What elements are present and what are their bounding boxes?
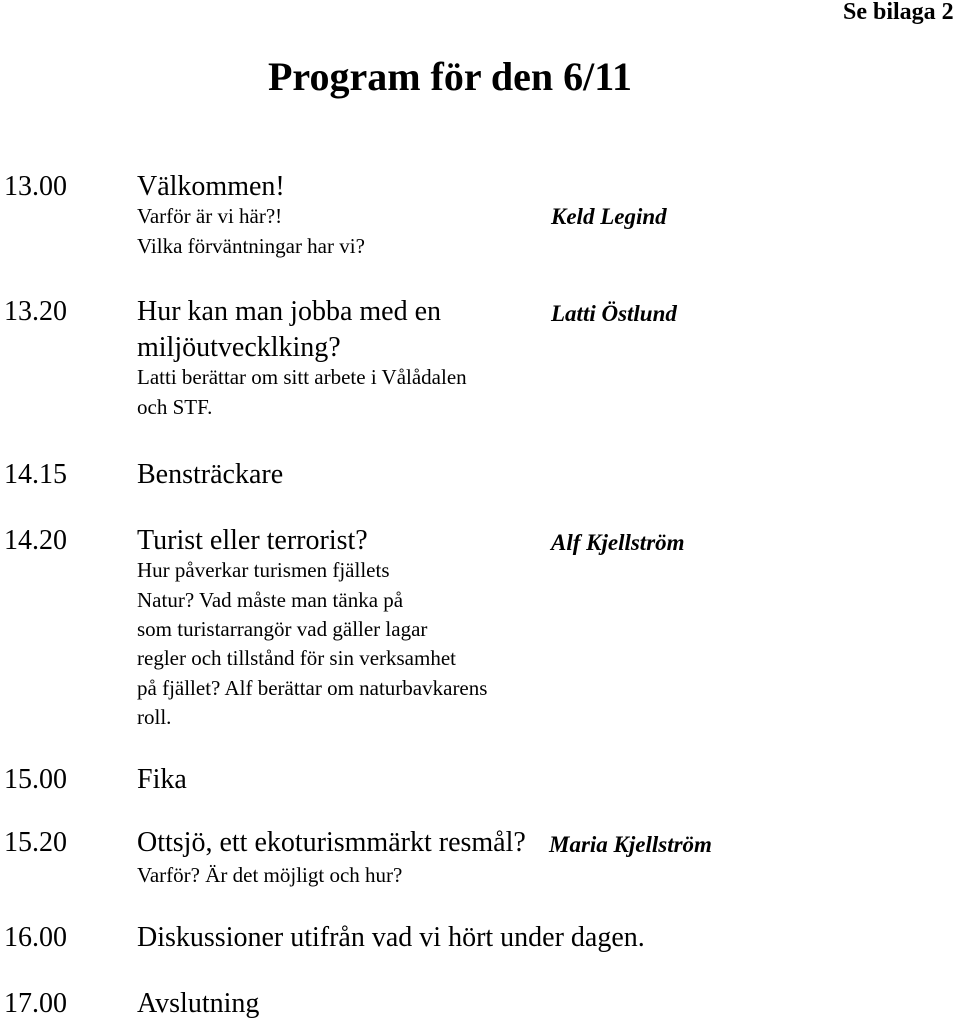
item-title: Hur kan man jobba med en xyxy=(137,296,442,327)
item-title: Välkommen! xyxy=(137,171,285,202)
item-detail: regler och tillstånd för sin verksamhet xyxy=(137,646,456,670)
item-time: 17.00 xyxy=(4,988,67,1019)
item-time: 13.00 xyxy=(4,171,67,202)
item-detail: som turistarrangör vad gäller lagar xyxy=(137,617,428,641)
item-detail: Varför är vi här?! xyxy=(137,204,283,228)
item-speaker: Maria Kjellström xyxy=(549,832,712,857)
item-time: 15.20 xyxy=(4,827,67,858)
item-detail: Vilka förväntningar har vi? xyxy=(137,234,365,258)
item-time: 14.15 xyxy=(4,459,67,490)
item-title: Bensträckare xyxy=(137,459,284,490)
item-detail: Natur? Vad måste man tänka på xyxy=(137,588,404,612)
item-detail: Hur påverkar turismen fjällets xyxy=(137,558,390,582)
item-title: Turist eller terrorist? xyxy=(137,525,368,556)
item-detail: på fjället? Alf berättar om naturbavkarens xyxy=(137,676,488,700)
page-title: Program för den 6/11 xyxy=(268,54,633,99)
item-title: Diskussioner utifrån vad vi hört under dagen. xyxy=(137,922,645,953)
item-detail: roll. xyxy=(137,705,172,729)
item-speaker: Keld Legind xyxy=(551,204,667,229)
item-title: Ottsjö, ett ekoturismmärkt resmål? xyxy=(137,827,526,858)
item-title-continued: miljöutvecklking? xyxy=(137,332,341,363)
item-time: 15.00 xyxy=(4,764,67,795)
item-detail: och STF. xyxy=(137,395,213,419)
appendix-note: Se bilaga 2 xyxy=(843,0,954,25)
item-time: 14.20 xyxy=(4,525,67,556)
item-detail: Latti berättar om sitt arbete i Vålådalen xyxy=(137,365,467,389)
item-speaker: Latti Östlund xyxy=(551,301,677,326)
item-time: 16.00 xyxy=(4,922,67,953)
item-detail: Varför? Är det möjligt och hur? xyxy=(137,863,403,887)
item-title: Avslutning xyxy=(137,988,260,1019)
item-title: Fika xyxy=(137,764,187,795)
item-speaker: Alf Kjellström xyxy=(551,530,685,555)
item-time: 13.20 xyxy=(4,296,67,327)
